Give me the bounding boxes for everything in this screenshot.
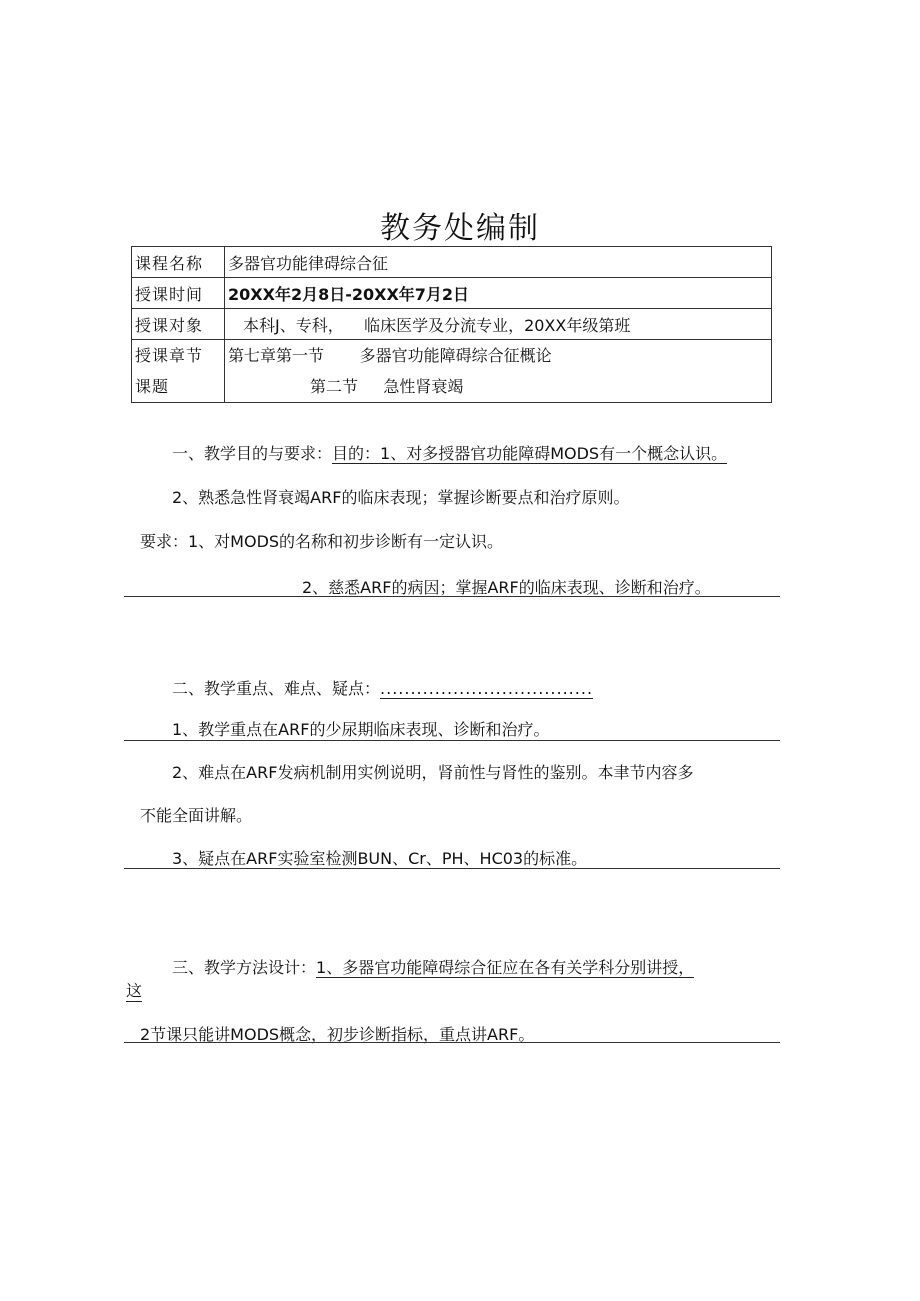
section3-wrap-char: 这 (126, 978, 142, 1002)
divider (124, 740, 780, 741)
audience-value: 本科J、专科， 临床医学及分流专业，20XX年级第班 (225, 309, 772, 340)
table-row (132, 309, 772, 340)
chapter-topic-label (132, 340, 225, 403)
section2-line2: 2、难点在ARF发病机制用实例说明，肾前性与肾性的鉴别。本聿节内容多 (172, 763, 694, 782)
audience-label: 授课对象 (132, 309, 225, 340)
divider (124, 596, 780, 597)
section3-line1 (172, 955, 694, 978)
teaching-time-label: 授课时间 (132, 278, 225, 309)
course-name-label: 课程名称 (132, 247, 225, 278)
section1-line4: 2、慈悉ARF的病因；掌握ARF的临床表现、诊断和治疗。 (302, 578, 711, 597)
page-title: 教务处编制 (380, 211, 540, 246)
section2-line0 (172, 676, 593, 699)
chapter-topic-value (225, 340, 772, 403)
course-name-value: 多器官功能律碍综合征 (225, 247, 772, 278)
section1-line1 (172, 441, 727, 464)
section3-heading: 三、教学方法设计： (172, 958, 317, 977)
section1-line2: 2、熟悉急性肾衰竭ARF的临床表现；掌握诊断要点和治疗原则。 (172, 488, 630, 507)
chapter-label: 授课章节 (135, 346, 204, 365)
section2-line4: 3、疑点在ARF实验室检测BUN、Cr、PH、HC03的标准。 (172, 849, 588, 868)
course-info-table (131, 246, 772, 403)
chapter-line-2: 第二节 急性肾衰竭 (310, 377, 464, 396)
section3-method-text: 1、多器官功能障碍综合征应在各有关学科分别讲授， (316, 958, 695, 977)
section3-line2: 2节课只能讲MODS概念，初步诊断指标，重点讲ARF。 (140, 1025, 535, 1044)
section1-goal-text: 目的：1、对多授器官功能障碍MODS有一个概念认识。 (332, 444, 728, 463)
table-row (132, 247, 772, 278)
section1-line3: 要求：1、对MODS的名称和初步诊断有一定认识。 (140, 532, 504, 551)
teaching-time-value: 20XX年2月8日-20XX年7月2日 (225, 278, 772, 309)
table-row (132, 278, 772, 309)
section2-line3: 不能全面讲解。 (140, 806, 253, 825)
chapter-line-1: 第七章第一节 多器官功能障碍综合征概论 (228, 346, 552, 365)
divider (124, 1042, 780, 1043)
divider (124, 868, 780, 869)
section2-heading: 二、教学重点、难点、疑点： (172, 679, 381, 698)
section2-dots: ................................... (380, 679, 594, 698)
topic-label: 课题 (135, 377, 170, 396)
section2-line1: 1、教学重点在ARF的少尿期临床表现、诊断和治疗。 (172, 720, 550, 739)
section1-heading: 一、教学目的与要求： (172, 444, 333, 463)
table-row (132, 340, 772, 403)
